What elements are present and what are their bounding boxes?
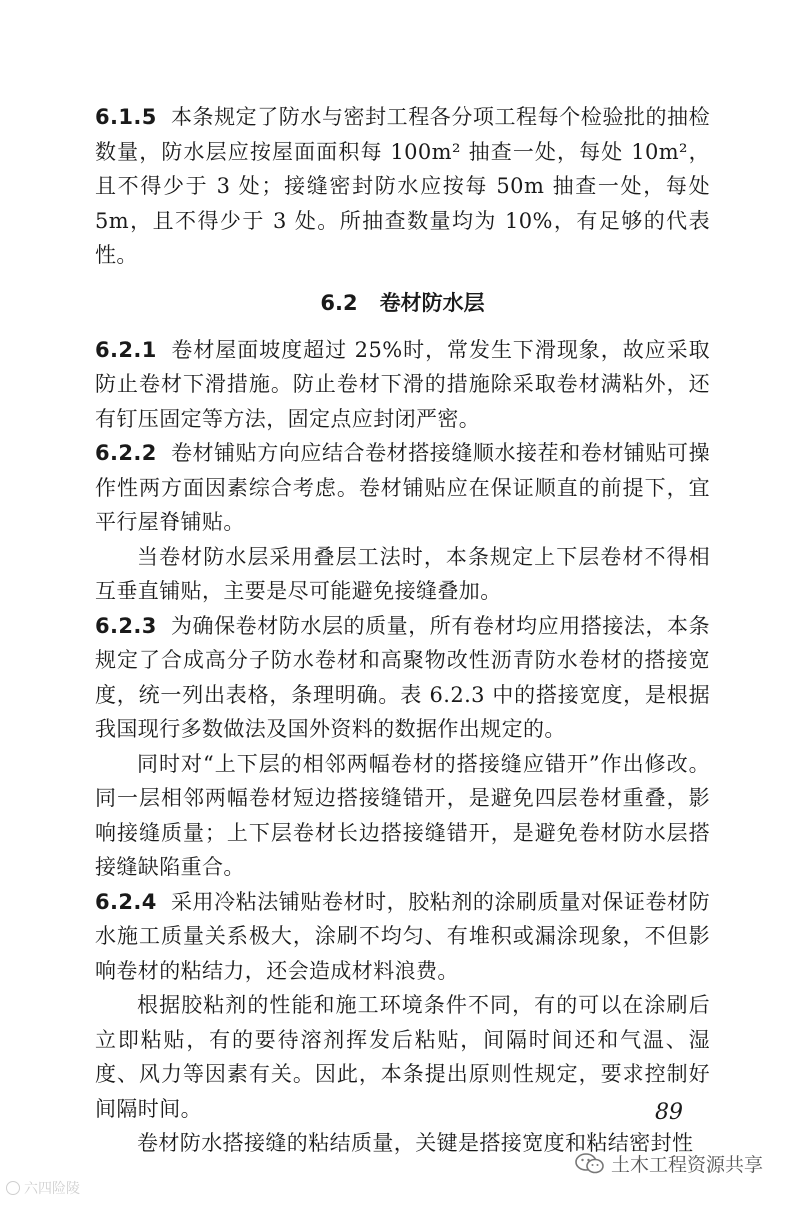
clause-6-2-3-continued: [95, 747, 710, 885]
clause-number: 6.2.1: [95, 337, 157, 362]
clause-text: 本条规定了防水与密封工程各分项工程每个检验批的抽检数量，防水层应按屋面面积每 100m² 抽查一处，每处 10m²，且不得少于 3 处；接缝密封防水应按每 50m 抽查一处，每处 5m，且不得少于 3 处。所抽查数量均为 10%，有足够的代表性。: [95, 105, 710, 267]
watermark-left-text: 六四险陵: [24, 1181, 80, 1197]
clause-text: 同时对“上下层的相邻两幅卷材的搭接缝应错开”作出修改。同一层相邻两幅卷材短边搭接缝错开，是避免四层卷材重叠，影响接缝质量；上下层卷材长边搭接缝错开，是避免卷材防水层搭接缝缺陷重合。: [95, 751, 710, 879]
clause-6-2-4: [95, 885, 710, 989]
clause-number: 6.2.4: [95, 889, 157, 914]
clause-text: 当卷材防水层采用叠层工法时，本条规定上下层卷材不得相互垂直铺贴，主要是尽可能避免接缝叠加。: [95, 544, 710, 603]
clause-number: 6.2.2: [95, 441, 157, 465]
clause-6-2-2: [95, 436, 710, 540]
clause-6-2-1: [95, 333, 710, 437]
clause-text: 卷材防水搭接缝的粘结质量，关键是搭接宽度和粘结密封性: [137, 1131, 694, 1155]
page-content: [95, 100, 710, 1161]
clause-6-2-2-continued: [95, 540, 710, 609]
watermark-circle-icon: [6, 1181, 20, 1195]
clause-number: 6.1.5: [95, 105, 157, 129]
page-number: 89: [655, 1100, 683, 1125]
wechat-icon: [575, 1152, 605, 1176]
clause-text: 卷材铺贴方向应结合卷材搭接缝顺水接茬和卷材铺贴可操作性两方面因素综合考虑。卷材铺贴应在保证顺直的前提下，宜平行屋脊铺贴。: [95, 441, 710, 534]
clause-6-1-5: [95, 100, 710, 273]
clause-text: 根据胶粘剂的性能和施工环境条件不同，有的可以在涂刷后立即粘贴，有的要待溶剂挥发后粘贴，间隔时间还和气温、湿度、风力等因素有关。因此，本条提出原则性规定，要求控制好间隔时间。: [95, 993, 710, 1121]
section-title: [95, 283, 710, 323]
watermark-left: [6, 1178, 80, 1198]
clause-text: 卷材屋面坡度超过 25%时，常发生下滑现象，故应采取防止卷材下滑措施。防止卷材下滑的措施除采取卷材满粘外，还有钉压固定等方法，固定点应封闭严密。: [95, 337, 710, 431]
section-number: 6.2: [320, 290, 358, 315]
clause-6-2-3: [95, 609, 710, 747]
clause-text: 采用冷粘法铺贴卷材时，胶粘剂的涂刷质量对保证卷材防水施工质量关系极大，涂刷不均匀、有堆积或漏涂现象，不但影响卷材的粘结力，还会造成材料浪费。: [95, 889, 710, 983]
section-name: 卷材防水层: [379, 290, 485, 315]
watermark-right: [575, 1150, 763, 1177]
clause-6-2-4-continued: [95, 988, 710, 1126]
clause-text: 为确保卷材防水层的质量，所有卷材均应用搭接法，本条规定了合成高分子防水卷材和高聚物改性沥青防水卷材的搭接宽度，统一列出表格，条理明确。表 6.2.3 中的搭接宽度，是根据我国现行多数做法及国外资料的数据作出规定的。: [95, 613, 710, 741]
watermark-right-text: 土木工程资源共享: [611, 1154, 764, 1176]
clause-number: 6.2.3: [95, 613, 157, 638]
